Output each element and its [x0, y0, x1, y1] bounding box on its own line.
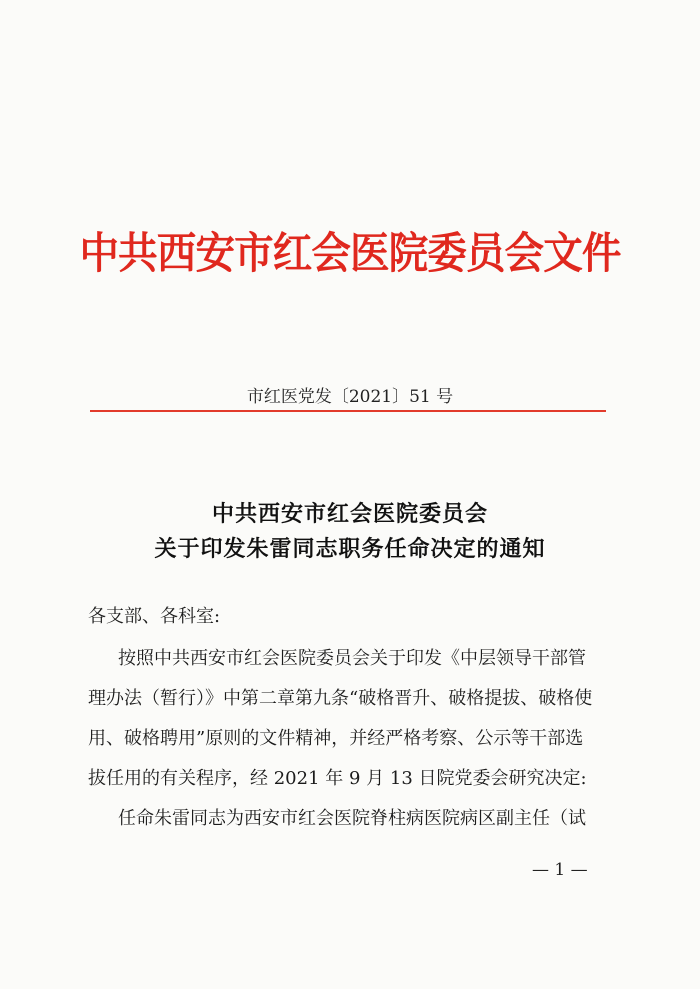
notice-title-line2: 关于印发朱雷同志职务任命决定的通知 — [154, 536, 546, 562]
body-line: 用、破格聘用”原则的文件精神，并经严格考察、公示等干部选 — [88, 728, 584, 749]
header-org-title: 中共西安市红会医院委员会文件 — [79, 229, 621, 279]
document-number: 市红医党发〔2021〕51 号 — [246, 387, 454, 407]
page-number: — 1 — — [532, 860, 588, 880]
body-line: 拔任用的有关程序，经 2021 年 9 月 13 日院党委会研究决定: — [88, 768, 587, 789]
notice-title-line1: 中共西安市红会医院委员会 — [211, 501, 488, 527]
red-divider-line — [90, 410, 606, 412]
body-line: 按照中共西安市红会医院委员会关于印发《中层领导干部管 — [118, 648, 586, 669]
salutation: 各支部、各科室: — [88, 606, 221, 627]
body-line: 理办法（暂行）》中第二章第九条“破格晋升、破格提拔、破格使 — [88, 688, 593, 709]
body-line: 任命朱雷同志为西安市红会医院脊柱病医院病区副主任（试 — [118, 808, 586, 829]
